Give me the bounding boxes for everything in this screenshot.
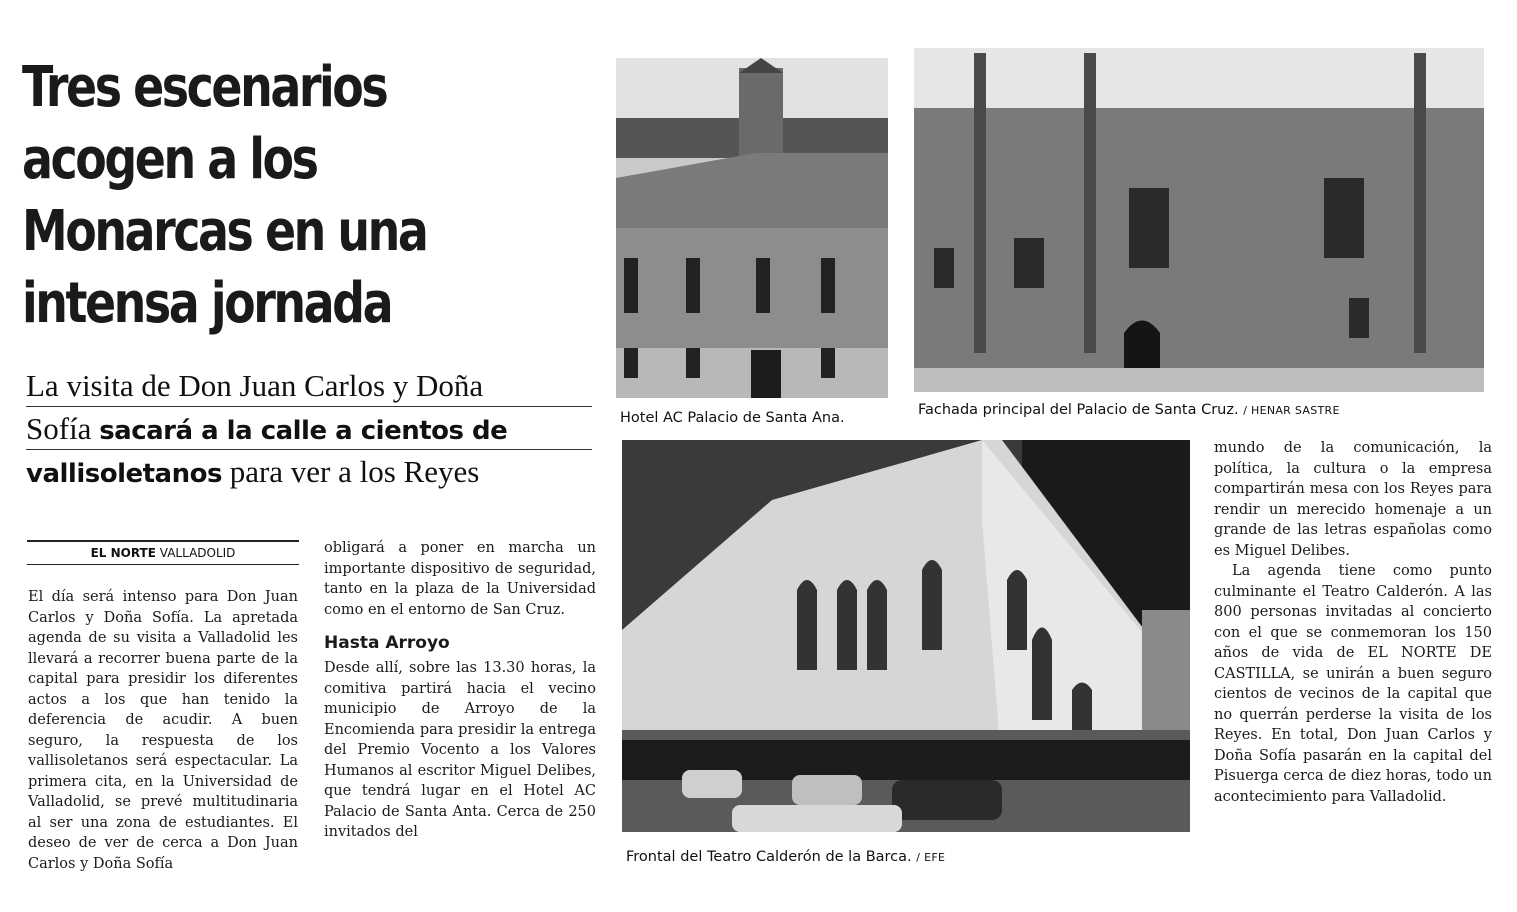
hotel-image [616,58,888,398]
headline [22,52,448,340]
subhead-line1: La visita de Don Juan Carlos y Doña [26,368,484,403]
headline-line: acogen a los [22,127,317,192]
byline [27,540,299,565]
caption-palacio [918,402,1340,418]
section-subtitle: Hasta Arroyo [324,633,450,653]
subhead-line3-plain: para ver a los Reyes [229,454,480,489]
photo-credit: / HENAR SASTRE [1243,404,1340,417]
body-paragraph: La agenda tiene como punto culminante el Teatro Calderón. A las 800 personas invitadas al concierto con el que se conmemoran los 150 años de vida de EL NORTE DE CASTILLA, se unirán a buen seguro cientos de vecinos de la capital que no querrán perderse la visita de los Reyes. En total, Don Juan Carlos y Doña Sofía pasarán en la capital del Pisuerga cerca de diez horas, todo un acontecimiento para Valladolid. [1214,563,1492,805]
body-paragraph: El día será intenso para Don Juan Carlos y Doña Sofía. La apretada agenda de su visita a Valladolid les llevará a recorrer buena parte de la capital para presidir los diferentes actos a los que han tenido la deferencia de acudir. A buen seguro, la respuesta de los vallisoletanos será espectacular. La primera cita, en la Universidad de Valladolid, se prevé multitudinaria al ser una zona de estudiantes. El deseo de ver de cerca a Don Juan Carlos y Doña Sofía [28,589,298,872]
caption-palacio-text: Fachada principal del Palacio de Santa Cruz. [918,402,1239,418]
photo-teatro-calderon [622,440,1190,832]
body-paragraph: obligará a poner en marcha un importante dispositivo de seguridad, tanto en la plaza de la Universidad como en el entorno de San Cruz. [324,540,596,618]
subhead-line2-plain: Sofía [26,411,92,446]
body-paragraph: Desde allí, sobre las 13.30 horas, la comitiva partirá hacia el vecino municipio de Arroyo de la Encomienda para presidir la entrega del Premio Vocento a los Valores Humanos al escritor Miguel Delibes, que tendrá lugar en el Hotel AC Palacio de Santa Anta. Cerca de 250 invitados del [324,660,596,840]
photo-palacio-santa-cruz [914,48,1484,392]
photo-hotel-ac [616,58,888,398]
byline-city: VALLADOLID [159,546,236,560]
palacio-image [914,48,1484,392]
caption-teatro-text: Frontal del Teatro Calderón de la Barca. [626,849,912,865]
headline-line: Tres escenarios [22,55,387,120]
body-column-1 [28,587,298,874]
subhead-line3-bold: vallisoletanos [26,459,222,489]
byline-source: EL NORTE [90,546,156,560]
caption-teatro [626,849,945,865]
photo-credit: / EFE [916,851,946,864]
body-column-3 [1214,438,1492,807]
headline-line: Monarcas en una [22,199,427,264]
teatro-image [622,440,1190,832]
body-column-2 [324,538,596,843]
subhead-line2-bold: sacará a la calle a cientos de [99,416,508,446]
subheadline [26,364,592,492]
body-paragraph: mundo de la comunicación, la política, la cultura o la empresa compartirán mesa con los Reyes para rendir un merecido homenaje a un grande de las letras españolas como es Miguel Delibes. [1214,440,1492,559]
caption-hotel: Hotel AC Palacio de Santa Ana. [620,410,845,426]
headline-line: intensa jornada [22,271,392,336]
